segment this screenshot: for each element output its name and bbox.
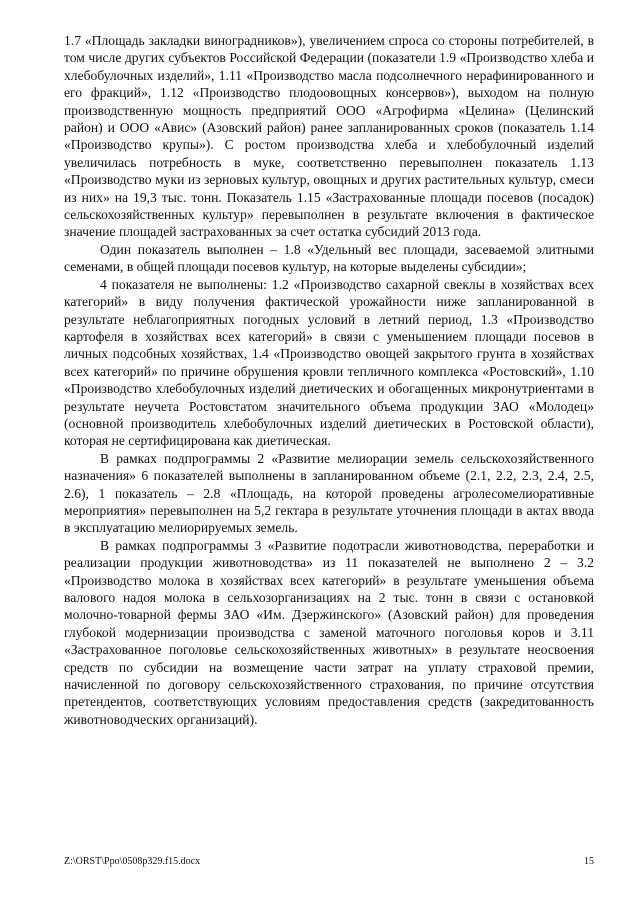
page-footer xyxy=(64,856,594,868)
paragraph-one-indicator-fulfilled: Один показатель выполнен – 1.8 «Удельный вес площади, засеваемой элитными семенами, в общей площади посевов культур, на которые выделены субсидии»; xyxy=(64,241,594,275)
paragraph-four-indicators-not-fulfilled: 4 показателя не выполнены: 1.2 «Производство сахарной свеклы в хозяйствах всех категорий» в виду получения фактической урожайности ниже запланированной в результате неблагоприятных погодных условий в летний период, 1.3 «Производство картофеля в хозяйствах всех категорий» в связи с уменьшением площади посевов в личных подсобных хозяйствах, 1.4 «Производство овощей закрытого грунта в хозяйствах всех категорий» по причине обрушения кровли тепличного комплекса «Ростовский», 1.10 «Производство хлебобулочных изделий диетических и обогащенных микронутриентами в результате неучета Ростовстатом значительного объема продукции ЗАО «Молодец» (основной производитель хлебобулочных изделий диетических в Ростовской области), которая не сертифицирована как диетическая. xyxy=(64,276,594,449)
footer-page-number: 15 xyxy=(584,856,594,867)
paragraph-subprogram-2-melioration: В рамках подпрограммы 2 «Развитие мелиорации земель сельскохозяйственного назначения» 6 показателей выполнены в запланированном объеме (2.1, 2.2, 2.3, 2.4, 2.5, 2.6), 1 показатель – 2.8 «Площадь, на которой проведены агролесомелиоративные мероприятия» перевыполнен на 5,2 гектара в результате уточнения площади в актах ввода в эксплуатацию мелиорируемых земель. xyxy=(64,450,594,536)
footer-file-path: Z:\ORST\Ppo\0508p329.f15.docx xyxy=(64,856,201,867)
paragraph-crop-production-overfulfilled: 1.7 «Площадь закладки виноградников»), увеличением спроса со стороны потребителей, в том числе других субъектов Российской Федерации (показатели 1.9 «Производство хлеба и хлебобулочных изделий», 1.11 «Производство масла подсолнечного нерафинированного и его фракций», 1.12 «Производство плодоовощных консервов»), выходом на полную производственную мощность предприятий ООО «Агрофирма «Целина» (Целинский район) и ООО «Авис» (Азовский район) ранее запланированных сроков (показатель 1.14 «Производство крупы»). С ростом производства хлеба и хлебобулочный изделий увеличилась потребность в муке, соответственно перевыполнен показатель 1.13 «Производство муки из зерновых культур, овощных и других растительных культур, смеси из них» на 19,3 тыс. тонн. Показатель 1.15 «Застрахованные площади посевов (посадок) сельскохозяйственных культур» перевыполнен в результате включения в фактическое значение площадей застрахованных за счет остатка субсидий 2013 года. xyxy=(64,33,594,240)
paragraph-subprogram-3-livestock: В рамках подпрограммы 3 «Развитие подотрасли животноводства, переработки и реализации продукции животноводства» из 11 показателей не выполнено 2 – 3.2 «Производство молока в хозяйствах всех категорий» в результате уменьшения объема валового надоя молока в сельхозорганизациях на 2 тыс. тонн в связи с остановкой молочно-товарной фермы ЗАО «Им. Дзержинского» (Азовский район) для проведения глубокой модернизации производства с заменой маточного поголовья коров и 3.11 «Застрахованное поголовье сельскохозяйственных животных» в результате неосвоения средств по субсидии на возмещение части затрат на уплату страховой премии, начисленной по договору сельскохозяйственного страхования, по причине отсутствия претендентов, соответствующих условиям предоставления средств (закредитованность животноводческих организаций). xyxy=(64,537,594,727)
document-page xyxy=(64,32,594,728)
